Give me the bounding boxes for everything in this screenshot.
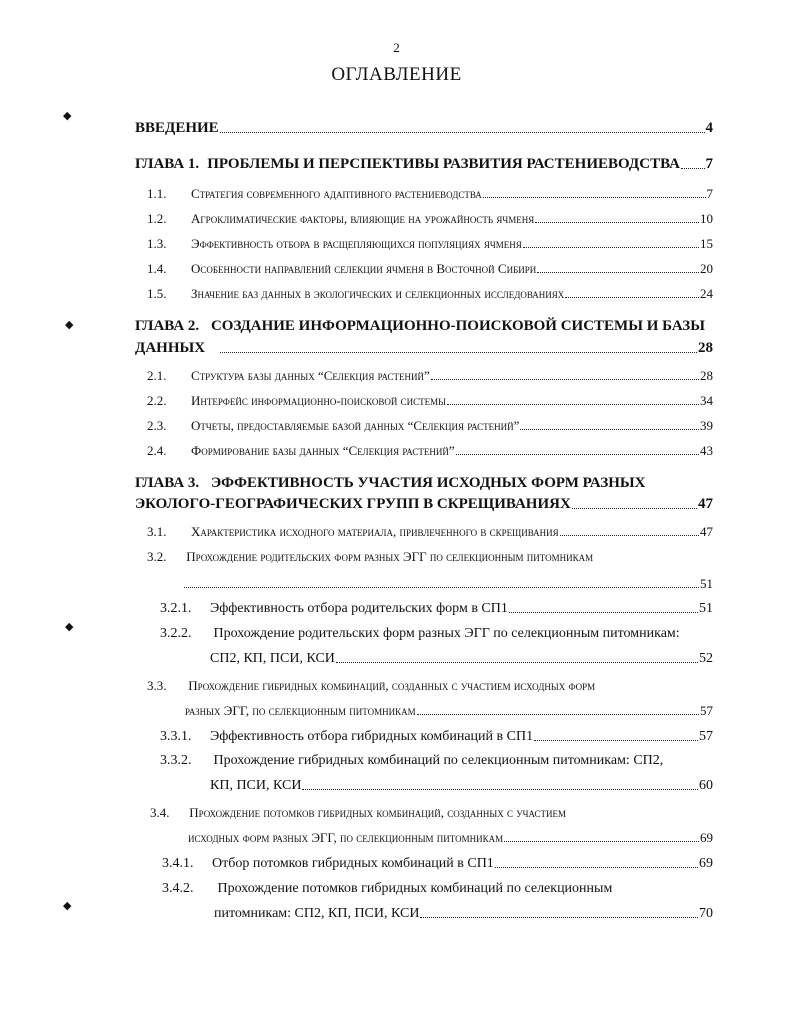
toc-entry-section[interactable] [183, 576, 713, 592]
entry-title: Стратегия современного адаптивного растениеводства [191, 186, 482, 201]
entry-title: Прохождение гибридных комбинаций, созданных с участием исходных форм [188, 678, 596, 693]
section-number: 1.4. [147, 261, 167, 276]
entry-page: 7 [705, 156, 713, 172]
entry-title: СОЗДАНИЕ ИНФОРМАЦИОННО-ПОИСКОВОЙ СИСТЕМЫ И БАЗЫ [210, 318, 705, 334]
toc-entry-section[interactable] [147, 443, 713, 459]
toc-entry-section[interactable] [147, 524, 713, 540]
leader-dots [534, 740, 698, 741]
section-number: 3.2. [147, 549, 167, 564]
entry-title: Отчеты, предоставляемые базой данных “Селекция растений” [191, 418, 520, 433]
entry-page: 28 [698, 340, 713, 356]
entry-title: Прохождение гибридных комбинаций по селекционным питомникам: СП2, [213, 753, 664, 768]
entry-title: Характеристика исходного материала, привлеченного в скрещивания [191, 524, 559, 539]
subsection-number: 3.2.1. [160, 601, 192, 616]
subsection-number: 3.4.2. [162, 881, 194, 896]
entry-page: 51 [699, 601, 713, 616]
subsection-number: 3.4.1. [162, 856, 194, 871]
entry-title: Формирование базы данных “Селекция растений” [191, 443, 455, 458]
leader-dots [302, 789, 698, 790]
section-number: 3.3. [147, 678, 167, 693]
entry-page: 24 [700, 286, 713, 301]
entry-page: 57 [700, 703, 713, 718]
section-number: 3.1. [147, 524, 167, 539]
toc-entry-section[interactable] [147, 368, 713, 384]
leader-dots [483, 197, 706, 198]
subsection-number: 3.2.2. [160, 626, 192, 641]
entry-title-continued: ДАННЫХ [135, 340, 206, 356]
section-number: 2.4. [147, 443, 167, 458]
entry-page: 4 [705, 120, 713, 136]
toc-entry-section[interactable] [147, 261, 713, 277]
section-number: 1.2. [147, 211, 167, 226]
leader-dots [420, 917, 698, 918]
leader-dots [417, 714, 699, 715]
section-number: 2.2. [147, 393, 167, 408]
toc-entry-subsection[interactable] [210, 651, 713, 667]
section-number: 3.4. [150, 805, 170, 820]
entry-page: 57 [699, 729, 713, 744]
toc-entry-section-line-1[interactable] [150, 805, 566, 821]
entry-title: ВВЕДЕНИЕ [135, 120, 219, 136]
leader-dots [495, 867, 698, 868]
chapter-number: ГЛАВА 3. [135, 475, 200, 491]
toc-entry-subsection-line-1[interactable] [162, 881, 612, 897]
leader-dots [520, 429, 699, 430]
section-number: 1.3. [147, 236, 167, 251]
leader-dots [220, 352, 697, 353]
entry-page: 15 [700, 236, 713, 251]
toc-entry-section[interactable] [147, 236, 713, 252]
chapter-number: ГЛАВА 2. [135, 318, 200, 334]
toc-entry-subsection[interactable] [160, 729, 713, 745]
entry-page: 60 [699, 778, 713, 793]
entry-page: 10 [700, 211, 713, 226]
leader-dots [220, 132, 705, 133]
toc-entry-chapter-3[interactable] [135, 496, 713, 513]
leader-dots [560, 535, 699, 536]
leader-dots [336, 662, 698, 663]
entry-title: Значение баз данных в экологических и селекционных исследованиях [191, 286, 565, 301]
entry-title: Прохождение родительских форм разных ЭГГ по селекционным питомникам: [213, 626, 680, 641]
toc-entry-subsection-line-1[interactable] [160, 626, 680, 642]
page-title: ОГЛАВЛЕНИЕ [331, 64, 462, 85]
entry-page: 51 [700, 576, 713, 591]
leader-dots [504, 841, 699, 842]
entry-title: Эффективность отбора родительских форм в СП1 [210, 601, 508, 616]
toc-entry-subsection[interactable] [160, 601, 713, 617]
entry-title: Прохождение родительских форм разных ЭГГ по селекционным питомникам [186, 549, 594, 564]
section-number: 2.3. [147, 418, 167, 433]
toc-entry-chapter-2[interactable] [135, 340, 713, 357]
entry-title-continued: разных ЭГГ, по селекционным питомникам [185, 703, 416, 718]
section-number: 1.1. [147, 186, 167, 201]
entry-title: ЭФФЕКТИВНОСТЬ УЧАСТИЯ ИСХОДНЫХ ФОРМ РАЗНЫХ [210, 475, 646, 491]
leader-dots [184, 587, 699, 588]
leader-dots [523, 247, 699, 248]
toc-entry-section[interactable] [147, 186, 713, 202]
entry-page: 69 [699, 856, 713, 871]
entry-page: 7 [706, 186, 713, 201]
toc-entry-section[interactable] [147, 393, 713, 409]
toc-entry-section[interactable] [188, 830, 713, 846]
toc-entry-chapter-2-line-1[interactable] [135, 318, 705, 335]
toc-entry-subsection-line-1[interactable] [160, 753, 663, 769]
entry-page: 20 [700, 261, 713, 276]
entry-page: 47 [698, 496, 713, 512]
toc-entry-section-line-1[interactable] [147, 678, 595, 694]
leader-dots [535, 222, 699, 223]
entry-page: 52 [699, 651, 713, 666]
leader-dots [456, 454, 699, 455]
entry-title: Эффективность отбора в расщепляющихся популяциях ячменя [191, 236, 522, 251]
leader-dots [565, 297, 699, 298]
toc-entry-introduction[interactable] [135, 120, 713, 137]
entry-page: 70 [699, 906, 713, 921]
entry-title: Особенности направлений селекции ячменя в Восточной Сибири [191, 261, 537, 276]
subsection-number: 3.3.2. [160, 753, 192, 768]
entry-title-continued: СП2, КП, ПСИ, КСИ [210, 651, 335, 666]
entry-title: Эффективность отбора гибридных комбинаций в СП1 [210, 729, 534, 744]
entry-title: Агроклиматические факторы, влияющие на урожайность ячменя [191, 211, 535, 226]
entry-title-continued: питомникам: СП2, КП, ПСИ, КСИ [214, 906, 420, 921]
toc-entry-chapter-1[interactable] [135, 156, 713, 173]
section-number: 2.1. [147, 368, 167, 383]
entry-title: ПРОБЛЕМЫ И ПЕРСПЕКТИВЫ РАЗВИТИЯ РАСТЕНИЕВОДСТВА [207, 156, 680, 172]
entry-title: Интерфейс информационно-поисковой системы [191, 393, 447, 408]
leader-dots [572, 508, 697, 509]
leader-dots [431, 379, 699, 380]
page-number: 2 [393, 40, 400, 55]
toc-entry-section[interactable] [147, 286, 713, 302]
entry-page: 39 [700, 418, 713, 433]
entry-page: 43 [700, 443, 713, 458]
toc-entry-subsection[interactable] [210, 778, 713, 794]
section-number: 1.5. [147, 286, 167, 301]
chapter-number: ГЛАВА 1. [135, 156, 200, 172]
toc-entry-section[interactable] [147, 211, 713, 227]
leader-dots [509, 612, 698, 613]
leader-dots [537, 272, 699, 273]
entry-page: 47 [700, 524, 713, 539]
entry-title: Структура базы данных “Селекция растений” [191, 368, 430, 383]
toc-entry-subsection[interactable] [162, 856, 713, 872]
entry-page: 34 [700, 393, 713, 408]
entry-page: 69 [700, 830, 713, 845]
leader-dots [447, 404, 699, 405]
toc-entry-section[interactable] [147, 418, 713, 434]
leader-dots [681, 168, 705, 169]
toc-entry-chapter-3-line-1[interactable] [135, 475, 646, 492]
entry-title: Отбор потомков гибридных комбинаций в СП1 [212, 856, 494, 871]
toc-entry-section[interactable] [185, 703, 713, 719]
entry-title-continued: КП, ПСИ, КСИ [210, 778, 302, 793]
subsection-number: 3.3.1. [160, 729, 192, 744]
entry-title-continued: ЭКОЛОГО-ГЕОГРАФИЧЕСКИХ ГРУПП В СКРЕЩИВАНИЯХ [135, 496, 571, 512]
entry-title: Прохождение потомков гибридных комбинаций, созданных с участием [189, 805, 567, 820]
entry-title: Прохождение потомков гибридных комбинаций по селекционным [217, 881, 613, 896]
toc-entry-subsection[interactable] [214, 906, 713, 922]
entry-page: 28 [700, 368, 713, 383]
entry-title-continued: исходных форм разных ЭГГ, по селекционным питомникам [188, 830, 504, 845]
toc-entry-section-line-1[interactable] [147, 549, 593, 565]
